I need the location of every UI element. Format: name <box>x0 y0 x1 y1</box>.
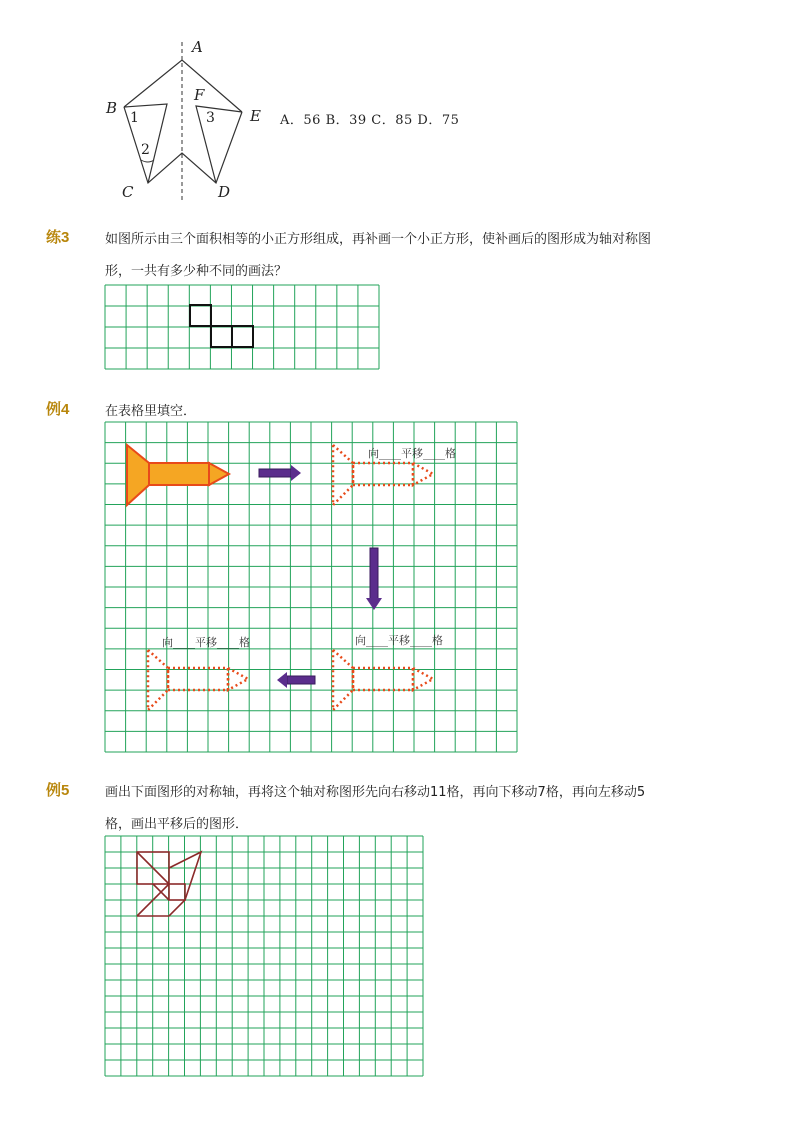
label-B: B <box>106 99 118 117</box>
angle-1: 1 <box>130 110 139 126</box>
answer-choices: A．56 B．39 C．85 D．75 <box>280 113 460 128</box>
blank-left[interactable]: 向____平移____格 <box>162 636 250 649</box>
lian3-text-line2: 形，一共有多少种不同的画法？ <box>105 264 288 279</box>
li5-text-line2: 格，画出平移后的图形． <box>105 817 249 832</box>
label-F: F <box>194 86 205 104</box>
li4-text: 在表格里填空． <box>105 404 197 419</box>
label-A: A <box>192 38 203 56</box>
li5-text-line1: 画出下面图形的对称轴，再将这个轴对称图形先向右移动11格，再向下移动7格，再向左移动5 <box>105 785 646 800</box>
tag-li5: 例5 <box>46 782 70 799</box>
angle-3: 3 <box>206 110 215 126</box>
label-D: D <box>218 183 231 201</box>
label-C: C <box>122 183 134 201</box>
tag-li4: 例4 <box>46 401 70 418</box>
blank-top[interactable]: 向____平移____格 <box>368 447 456 460</box>
lian3-text-line1: 如图所示由三个面积相等的小正方形组成，再补画一个小正方形，使补画后的图形成为轴对称图 <box>105 232 652 247</box>
tag-lian3: 练3 <box>46 229 70 246</box>
label-E: E <box>250 107 261 125</box>
angle-2: 2 <box>141 142 150 158</box>
blank-right[interactable]: 向____平移____格 <box>355 634 443 647</box>
